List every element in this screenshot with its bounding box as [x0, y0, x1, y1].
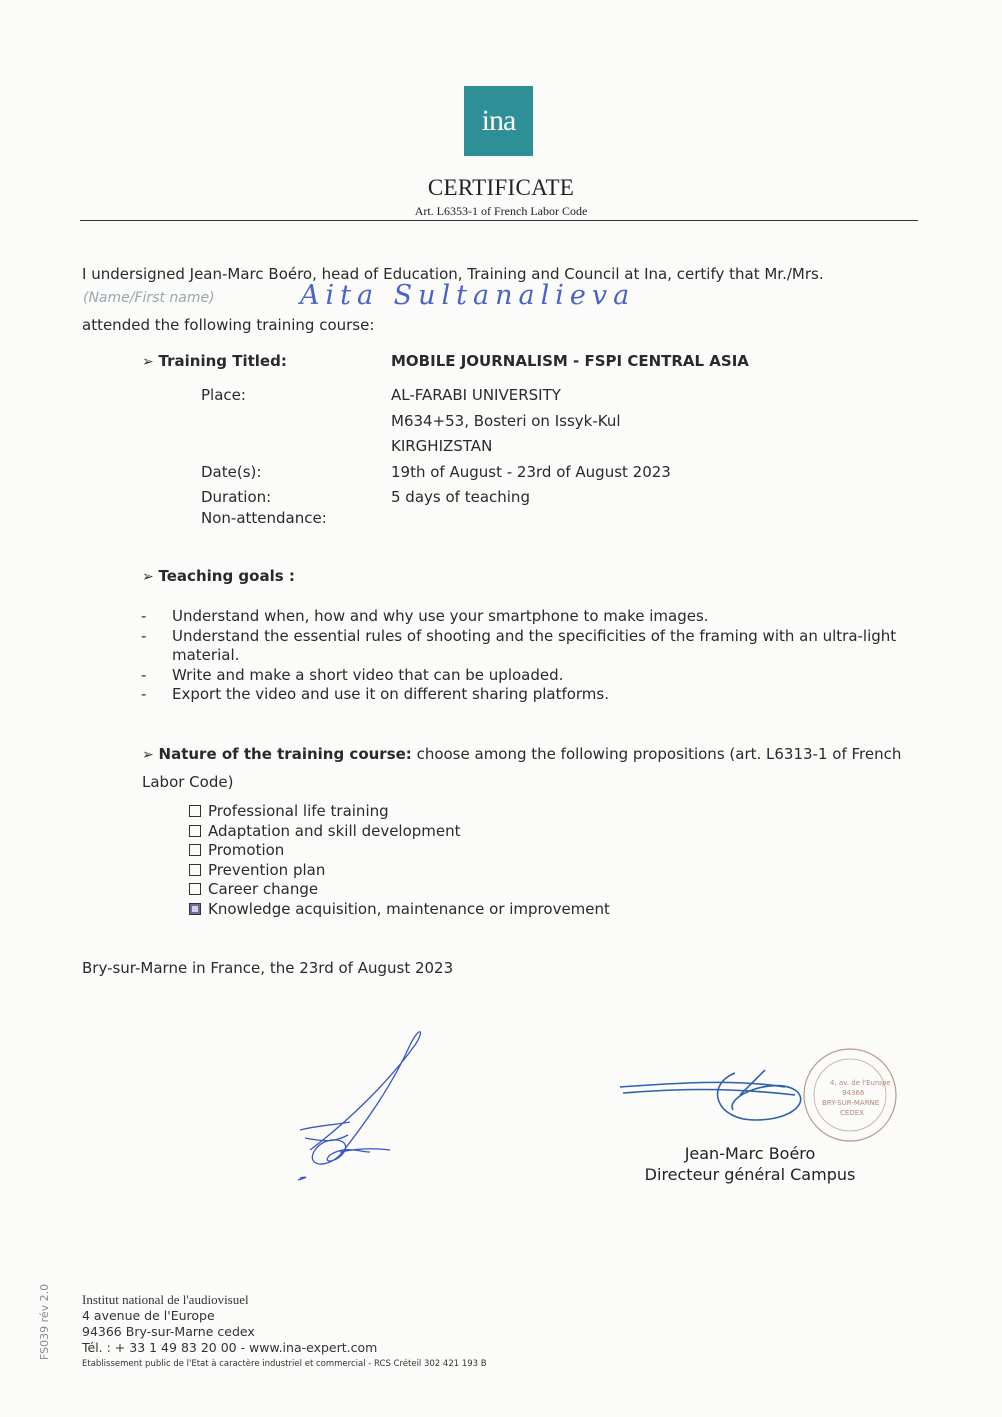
goal-item-continuation: material. — [172, 646, 240, 664]
signatory-name: Jean-Marc Boéro — [684, 1144, 816, 1163]
nature-text: choose among the following propositions (art. L6313-1 of French — [416, 745, 902, 763]
place-line-1: AL-FARABI UNIVERSITY — [391, 386, 561, 404]
footer-legal: Etablissement public de l'Etat à caractère industriel et commercial - RCS Créteil 302 421 193 B — [82, 1359, 487, 1369]
certificate-subtitle: Art. L6353-1 of French Labor Code — [414, 204, 588, 218]
footer-address-2: 94366 Bry-sur-Marne cedex — [82, 1324, 255, 1339]
nature-heading: Nature of the training course: — [158, 745, 412, 763]
goal-item: Understand when, how and why use your smartphone to make images. — [172, 607, 709, 625]
svg-text:BRY-SUR-MARNE: BRY-SUR-MARNE — [822, 1099, 880, 1107]
footer-address-1: 4 avenue de l'Europe — [82, 1308, 215, 1323]
goals-heading: Teaching goals : — [158, 567, 295, 585]
checkbox-checked-icon — [189, 903, 201, 915]
option-label: Adaptation and skill development — [208, 822, 461, 840]
duration-value: 5 days of teaching — [391, 488, 530, 506]
footer — [82, 1292, 487, 1372]
svg-text:94366: 94366 — [842, 1089, 865, 1097]
option-prevention — [189, 860, 325, 880]
nature-text-continuation: Labor Code) — [142, 773, 234, 791]
duration-label: Duration: — [201, 488, 272, 506]
checkbox-unchecked-icon — [189, 883, 201, 895]
arrow-bullet-icon: ➢ — [142, 569, 154, 585]
place-line-3: KIRGHIZSTAN — [391, 437, 493, 455]
svg-text:4, av. de l'Europe: 4, av. de l'Europe — [830, 1079, 891, 1087]
attended-text: attended the following training course: — [82, 316, 375, 334]
dates-value: 19th of August - 23rd of August 2023 — [391, 463, 671, 481]
checkbox-unchecked-icon — [189, 844, 201, 856]
form-code: FS039 rév 2.0 — [38, 1283, 51, 1360]
checkbox-unchecked-icon — [189, 825, 201, 837]
institution-seal — [800, 1045, 900, 1145]
handwritten-name: Aita Sultanalieva — [300, 280, 636, 311]
option-knowledge — [189, 899, 610, 919]
dates-label: Date(s): — [201, 463, 262, 481]
participant-signature — [280, 1030, 430, 1185]
option-label: Prevention plan — [208, 861, 326, 879]
title-divider — [80, 220, 918, 221]
svg-text:CEDEX: CEDEX — [840, 1109, 864, 1117]
arrow-bullet-icon: ➢ — [142, 354, 154, 370]
option-professional-life — [189, 801, 389, 821]
option-adaptation — [189, 821, 461, 841]
footer-org: Institut national de l'audiovisuel — [82, 1292, 249, 1307]
training-title-label: Training Titled: — [158, 352, 287, 370]
goal-item: Write and make a short video that can be uploaded. — [172, 666, 564, 684]
certificate-title: CERTIFICATE — [427, 175, 575, 200]
name-placeholder: (Name/First name) — [83, 290, 215, 306]
ina-logo — [464, 86, 533, 156]
arrow-bullet-icon: ➢ — [142, 747, 154, 763]
logo-text: ina — [481, 104, 516, 137]
goal-item: Export the video and use it on different sharing platforms. — [172, 685, 610, 703]
footer-contact: Tél. : + 33 1 49 83 20 00 - www.ina-expert.com — [82, 1340, 378, 1355]
dash-bullet: - — [141, 607, 147, 625]
option-label: Knowledge acquisition, maintenance or improvement — [208, 900, 610, 918]
dash-bullet: - — [141, 685, 147, 703]
option-label: Professional life training — [208, 802, 389, 820]
checkbox-unchecked-icon — [189, 805, 201, 817]
nonattendance-label: Non-attendance: — [201, 509, 327, 527]
option-promotion — [189, 840, 284, 860]
nature-heading-row — [142, 744, 901, 765]
option-label: Promotion — [208, 841, 285, 859]
dash-bullet: - — [141, 627, 147, 645]
signatory-role: Directeur général Campus — [644, 1165, 856, 1184]
place-line-2: M634+53, Bosteri on Issyk-Kul — [391, 412, 621, 430]
dash-bullet: - — [141, 666, 147, 684]
checkbox-unchecked-icon — [189, 864, 201, 876]
goals-heading-row — [142, 566, 295, 587]
training-title-value: MOBILE JOURNALISM - FSPI CENTRAL ASIA — [391, 352, 749, 370]
option-label: Career change — [208, 880, 319, 898]
option-career-change — [189, 879, 318, 899]
training-title-row — [142, 351, 287, 372]
place-label: Place: — [201, 386, 246, 404]
intro-text: I undersigned Jean-Marc Boéro, head of Education, Training and Council at Ina, certify that Mr./Mrs. — [82, 265, 824, 283]
place-date: Bry-sur-Marne in France, the 23rd of August 2023 — [82, 959, 454, 977]
goal-item: Understand the essential rules of shooting and the specificities of the framing with an ultra-light — [172, 627, 897, 645]
director-signature — [615, 1065, 815, 1140]
